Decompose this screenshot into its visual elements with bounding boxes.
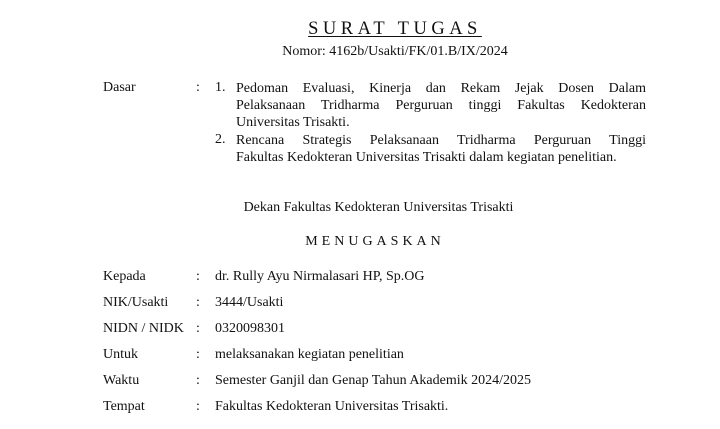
field-value-nidn: 0320098301	[215, 321, 285, 336]
dasar-label: Dasar	[103, 80, 136, 95]
field-label-kepada: Kepada	[103, 269, 146, 284]
field-label-nik: NIK/Usakti	[103, 295, 169, 310]
field-value-untuk: melaksanakan kegiatan penelitian	[215, 347, 404, 362]
field-label-nidn: NIDN / NIDK	[103, 321, 184, 336]
issuer-line: Dekan Fakultas Kedokteran Universitas Trisakti	[243, 200, 514, 215]
dasar-item-1-line-2: Pelaksanaan Tridharma Perguruan tinggi Fakultas Kedokteran	[236, 98, 646, 113]
menugaskan-heading: MENUGASKAN	[305, 234, 445, 249]
dasar-item-1-line-1: Pedoman Evaluasi, Kinerja dan Rekam Jejak Dosen Dalam	[236, 81, 646, 96]
dasar-item-1-line-3: Universitas Trisakti.	[236, 115, 350, 130]
field-colon: :	[196, 347, 200, 362]
field-value-kepada: dr. Rully Ayu Nirmalasari HP, Sp.OG	[215, 269, 425, 284]
field-label-waktu: Waktu	[103, 373, 140, 388]
document-number: Nomor: 4162b/Usakti/FK/01.B/IX/2024	[282, 44, 508, 59]
field-colon: :	[196, 373, 200, 388]
dasar-item-1-number: 1.	[215, 80, 226, 95]
field-colon: :	[196, 321, 200, 336]
field-label-tempat: Tempat	[103, 399, 145, 414]
field-value-nik: 3444/Usakti	[215, 295, 284, 310]
field-value-tempat: Fakultas Kedokteran Universitas Trisakti.	[215, 399, 449, 414]
field-colon: :	[196, 295, 200, 310]
field-label-untuk: Untuk	[103, 347, 138, 362]
dasar-item-2-number: 2.	[215, 132, 226, 147]
dasar-colon: :	[196, 80, 200, 95]
field-value-waktu: Semester Ganjil dan Genap Tahun Akademik 2024/2025	[215, 373, 532, 388]
document-title: SURAT TUGAS	[308, 19, 482, 39]
field-colon: :	[196, 399, 200, 414]
field-colon: :	[196, 269, 200, 284]
dasar-item-2-line-1: Rencana Strategis Pelaksanaan Tridharma Perguruan Tinggi	[236, 133, 646, 148]
dasar-item-2-line-2: Fakultas Kedokteran Universitas Trisakti dalam kegiatan penelitian.	[236, 150, 617, 165]
